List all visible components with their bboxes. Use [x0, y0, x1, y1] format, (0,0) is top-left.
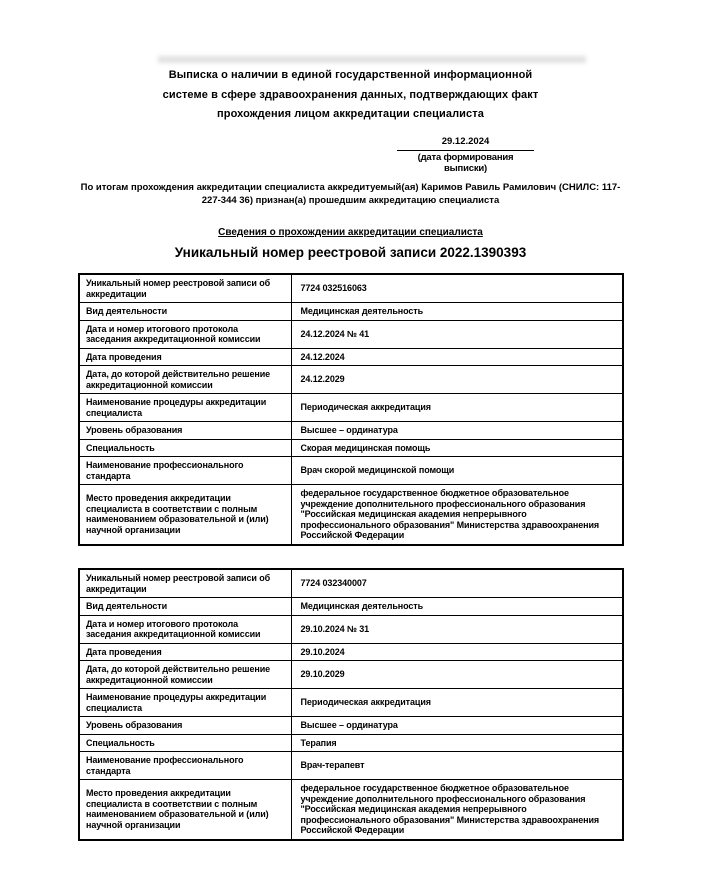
table-row [79, 348, 623, 366]
row-label: Уникальный номер реестровой записи об аккредитации [79, 569, 291, 598]
row-label: Дата проведения [79, 348, 291, 366]
row-value: 7724 032516063 [291, 274, 623, 303]
table-row [79, 780, 623, 840]
row-value: 29.10.2029 [291, 661, 623, 689]
row-value: Высшее – ординатура [291, 422, 623, 440]
table-row [79, 394, 623, 422]
row-label: Уровень образования [79, 717, 291, 735]
table-row [79, 734, 623, 752]
table-row [79, 689, 623, 717]
document-title [0, 66, 701, 125]
title-line-3: прохождения лицом аккредитации специалиста [217, 108, 484, 120]
row-value: Медицинская деятельность [291, 303, 623, 321]
row-value: 7724 032340007 [291, 569, 623, 598]
accreditation-table-2 [78, 568, 624, 841]
row-value: Терапия [291, 734, 623, 752]
table-row [79, 422, 623, 440]
row-label: Вид деятельности [79, 303, 291, 321]
row-label: Наименование процедуры аккредитации специалиста [79, 689, 291, 717]
table-row [79, 457, 623, 485]
row-label: Уровень образования [79, 422, 291, 440]
blurred-redaction-bar [158, 56, 586, 63]
table-row [79, 274, 623, 303]
accreditation-table-1 [78, 273, 624, 546]
row-value: Высшее – ординатура [291, 717, 623, 735]
row-label: Дата, до которой действительно решение аккредитационной комиссии [79, 661, 291, 689]
row-label: Дата и номер итогового протокола заседания аккредитационной комиссии [79, 320, 291, 348]
table-row [79, 439, 623, 457]
row-label: Дата, до которой действительно решение аккредитационной комиссии [79, 366, 291, 394]
extract-date-block [397, 136, 534, 174]
table-row [79, 598, 623, 616]
row-value: Периодическая аккредитация [291, 689, 623, 717]
row-value: Скорая медицинская помощь [291, 439, 623, 457]
title-line-1: Выписка о наличии в единой государственной информационной [168, 69, 533, 81]
row-value: 24.12.2024 № 41 [291, 320, 623, 348]
intro-paragraph: По итогам прохождения аккредитации специалиста аккредитуемый(ая) Каримов Равиль Рамилович (СНИЛС: 117-227-344 36) признан(а) прошедшим аккредитацию специалиста [80, 182, 621, 206]
table-row [79, 752, 623, 780]
table-row [79, 661, 623, 689]
row-label: Уникальный номер реестровой записи об аккредитации [79, 274, 291, 303]
row-value: Врач-терапевт [291, 752, 623, 780]
table-row [79, 643, 623, 661]
registry-number-heading: Уникальный номер реестровой записи 2022.1390393 [174, 245, 527, 260]
row-value: Врач скорой медицинской помощи [291, 457, 623, 485]
row-label: Наименование профессионального стандарта [79, 457, 291, 485]
row-value: федеральное государственное бюджетное образовательное учреждение дополнительного профессионального образования "Российская медицинская академия непрерывного профессионального образования" Министерства здравоохранения Российской Федерации [291, 780, 623, 840]
row-label: Наименование профессионального стандарта [79, 752, 291, 780]
title-line-2: системе в сфере здравоохранения данных, подтверждающих факт [162, 88, 539, 101]
table-row [79, 717, 623, 735]
extract-date-caption: (дата формирования выписки) [417, 152, 514, 174]
row-value: Медицинская деятельность [291, 598, 623, 616]
row-label: Дата и номер итогового протокола заседания аккредитационной комиссии [79, 615, 291, 643]
row-value: Периодическая аккредитация [291, 394, 623, 422]
table-row [79, 320, 623, 348]
section-heading: Сведения о прохождении аккредитации специалиста [218, 227, 483, 238]
row-value: 29.10.2024 № 31 [291, 615, 623, 643]
row-label: Вид деятельности [79, 598, 291, 616]
table-row [79, 569, 623, 598]
row-label: Специальность [79, 439, 291, 457]
table-row [79, 366, 623, 394]
table-row [79, 485, 623, 545]
row-label: Наименование процедуры аккредитации специалиста [79, 394, 291, 422]
row-value: 24.12.2024 [291, 348, 623, 366]
row-value: федеральное государственное бюджетное образовательное учреждение дополнительного профессионального образования "Российская медицинская академия непрерывного профессионального образования" Министерства здравоохранения Российской Федерации [291, 485, 623, 545]
extract-date: 29.12.2024 [397, 136, 534, 151]
row-label: Специальность [79, 734, 291, 752]
row-label: Место проведения аккредитации специалиста в соответствии с полным наименованием образовательной и (или) научной организации [79, 485, 291, 545]
row-label: Место проведения аккредитации специалиста в соответствии с полным наименованием образовательной и (или) научной организации [79, 780, 291, 840]
table-row [79, 303, 623, 321]
row-value: 29.10.2024 [291, 643, 623, 661]
table-row [79, 615, 623, 643]
row-label: Дата проведения [79, 643, 291, 661]
row-value: 24.12.2029 [291, 366, 623, 394]
